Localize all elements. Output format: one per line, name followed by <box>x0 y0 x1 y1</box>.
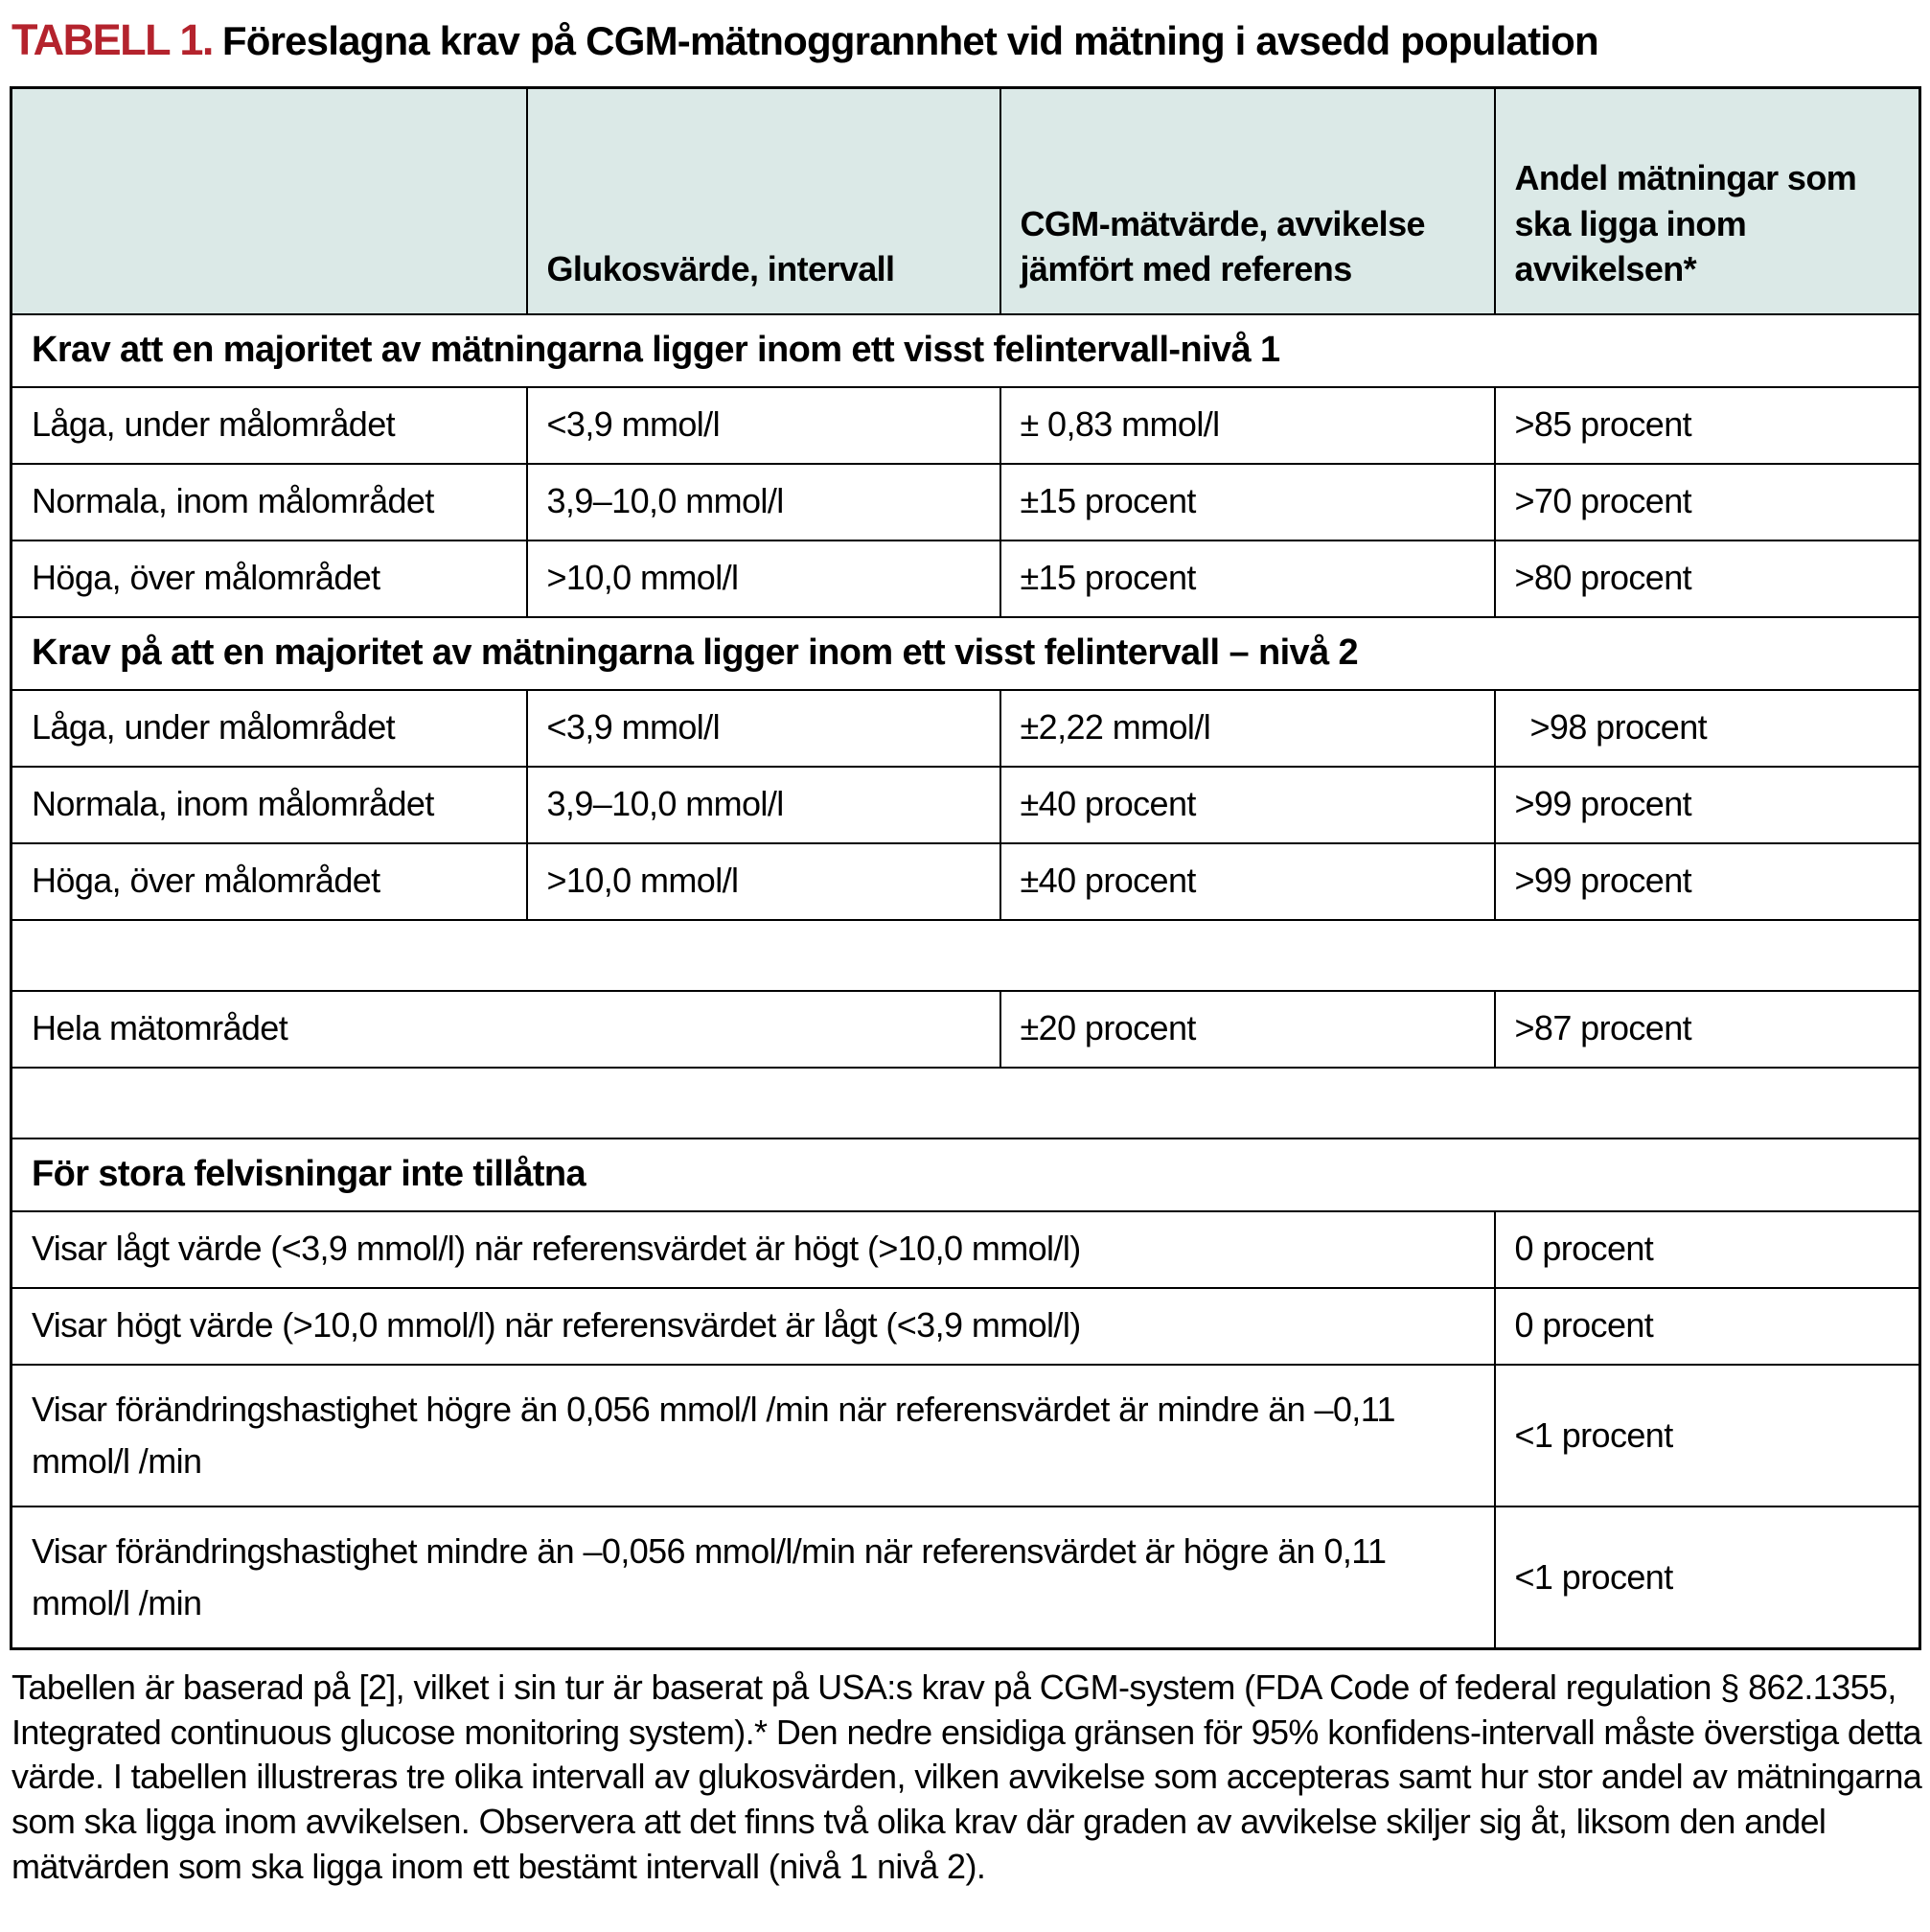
table-row <box>11 690 1920 767</box>
row-label: Låga, under målområdet <box>11 387 527 464</box>
row-label: Höga, över målområdet <box>11 540 527 617</box>
row-deviation: ±40 procent <box>1000 767 1495 843</box>
row-share: >98 procent <box>1495 690 1920 767</box>
row-label: Höga, över målområdet <box>11 843 527 920</box>
row-label: Normala, inom målområdet <box>11 767 527 843</box>
table-row <box>11 843 1920 920</box>
row-interval: <3,9 mmol/l <box>527 690 1000 767</box>
header-cell-cgm-deviation: CGM-mätvärde, avvikelse jämfört med referens <box>1000 87 1495 314</box>
row-label: Normala, inom målområdet <box>11 464 527 540</box>
row-share: >99 procent <box>1495 767 1920 843</box>
table-row <box>11 767 1920 843</box>
table-row <box>11 1506 1920 1649</box>
spacer-row <box>11 1068 1920 1138</box>
row-share: >80 procent <box>1495 540 1920 617</box>
row-label: Låga, under målområdet <box>11 690 527 767</box>
table-row <box>11 387 1920 464</box>
row-deviation: ±15 procent <box>1000 464 1495 540</box>
row-deviation: ± 0,83 mmol/l <box>1000 387 1495 464</box>
section1-header-row <box>11 314 1920 387</box>
row-interval: 3,9–10,0 mmol/l <box>527 767 1000 843</box>
row-label: Visar förändringshastighet mindre än –0,056 mmol/l/min när referensvärdet är högre än 0,11 mmol/l /min <box>11 1506 1495 1649</box>
row-label: Visar lågt värde (<3,9 mmol/l) när referensvärdet är högt (>10,0 mmol/l) <box>11 1211 1495 1288</box>
full-range-row <box>11 991 1920 1068</box>
table-row <box>11 540 1920 617</box>
row-deviation: ±20 procent <box>1000 991 1495 1068</box>
header-cell-empty <box>11 87 527 314</box>
row-interval: 3,9–10,0 mmol/l <box>527 464 1000 540</box>
spacer-cell <box>11 1068 1920 1138</box>
spacer-cell <box>11 920 1920 991</box>
row-share: 0 procent <box>1495 1211 1920 1288</box>
table-row <box>11 1288 1920 1365</box>
row-label: Visar högt värde (>10,0 mmol/l) när referensvärdet är lågt (<3,9 mmol/l) <box>11 1288 1495 1365</box>
header-row <box>11 87 1920 314</box>
section1-title: Krav att en majoritet av mätningarna ligger inom ett visst felintervall-nivå 1 <box>11 314 1920 387</box>
row-label: Visar förändringshastighet högre än 0,056 mmol/l /min när referensvärdet är mindre än –0,11 mmol/l /min <box>11 1365 1495 1506</box>
spacer-row <box>11 920 1920 991</box>
row-share: 0 procent <box>1495 1288 1920 1365</box>
row-share: >87 procent <box>1495 991 1920 1068</box>
header-cell-share: Andel mätningar som ska ligga inom avvikelsen* <box>1495 87 1920 314</box>
section3-title: För stora felvisningar inte tillåtna <box>11 1138 1920 1211</box>
table-title-tag: TABELL 1. <box>11 15 213 64</box>
row-share: <1 procent <box>1495 1365 1920 1506</box>
row-deviation: ±15 procent <box>1000 540 1495 617</box>
section2-title: Krav på att en majoritet av mätningarna ligger inom ett visst felintervall – nivå 2 <box>11 617 1920 690</box>
table-title <box>11 15 1920 65</box>
section3-header-row <box>11 1138 1920 1211</box>
row-deviation: ±2,22 mmol/l <box>1000 690 1495 767</box>
row-share: >70 procent <box>1495 464 1920 540</box>
header-cell-glucose-interval: Glukosvärde, intervall <box>527 87 1000 314</box>
row-interval: >10,0 mmol/l <box>527 843 1000 920</box>
row-interval: >10,0 mmol/l <box>527 540 1000 617</box>
table-title-text: Föreslagna krav på CGM-mätnoggrannhet vid mätning i avsedd population <box>221 18 1598 63</box>
table-row <box>11 1211 1920 1288</box>
cgm-accuracy-table <box>10 86 1921 1650</box>
row-label: Hela mätområdet <box>11 991 1000 1068</box>
table-footnote: Tabellen är baserad på [2], vilket i sin tur är baserat på USA:s krav på CGM-system (FDA Code of federal regulation § 862.1355, Integrated continuous glucose monitoring system).* Den nedre ensidiga gränsen för 95% konfidens-intervall måste överstiga detta värde. I tabellen illustreras tre olika intervall av glukosvärden, vilken avvikelse som accepteras samt hur stor andel av mätningarna som ska ligga inom avvikelsen. Observera att det finns två olika krav där graden av avvikelse skiljer sig åt, liksom den andel mätvärden som ska ligga inom ett bestämt intervall (nivå 1 nivå 2). <box>11 1667 1922 1886</box>
row-interval: <3,9 mmol/l <box>527 387 1000 464</box>
table-row <box>11 464 1920 540</box>
row-share: >99 procent <box>1495 843 1920 920</box>
section2-header-row <box>11 617 1920 690</box>
table-row <box>11 1365 1920 1506</box>
row-share: >85 procent <box>1495 387 1920 464</box>
row-share: <1 procent <box>1495 1506 1920 1649</box>
row-deviation: ±40 procent <box>1000 843 1495 920</box>
